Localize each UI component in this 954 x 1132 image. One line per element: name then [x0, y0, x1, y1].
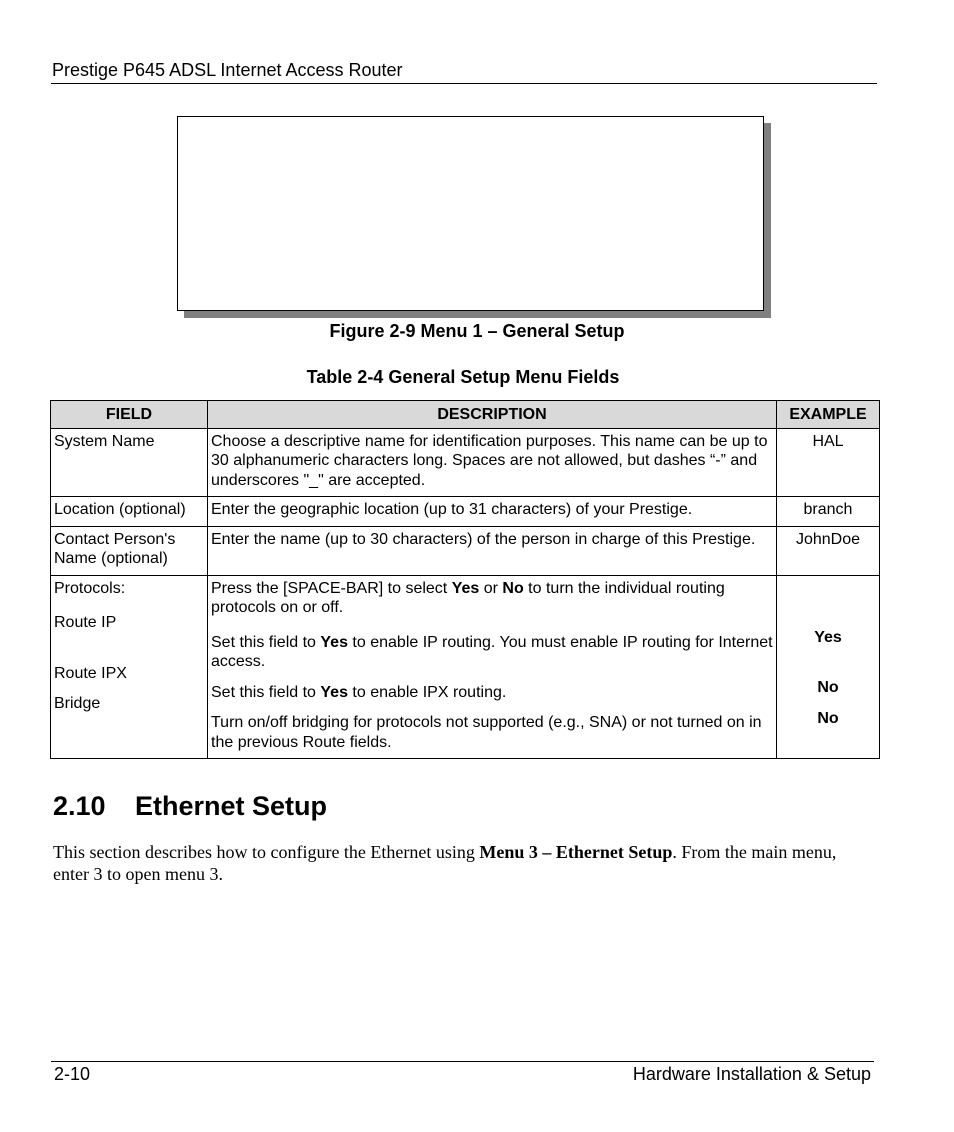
table-header-row: [51, 401, 880, 429]
description-cell: Enter the geographic location (up to 31 characters) of your Prestige.: [208, 497, 777, 527]
field-cell: Contact Person's Name (optional): [51, 526, 208, 575]
example-cell: JohnDoe: [777, 526, 880, 575]
protocols-description: Press the [SPACE-BAR] to select Yes or No to turn the individual routing protocols on or off.: [211, 579, 725, 616]
table-row: [51, 428, 880, 497]
protocols-label: Protocols:: [54, 579, 126, 597]
field-cell: Location (optional): [51, 497, 208, 527]
description-cell: Enter the name (up to 30 characters) of the person in charge of this Prestige.: [208, 526, 777, 575]
route-ipx-label: Route IPX: [54, 664, 127, 682]
figure-screen-box: [177, 116, 764, 311]
bridge-description: Turn on/off bridging for protocols not supported (e.g., SNA) or not turned on in the previous Route fields.: [211, 714, 762, 751]
header-description: DESCRIPTION: [208, 401, 777, 429]
page-number: 2-10: [54, 1064, 91, 1084]
field-cell: [51, 575, 208, 759]
route-ip-label: Route IP: [54, 614, 117, 631]
field-cell: System Name: [51, 428, 208, 497]
header-example: EXAMPLE: [777, 401, 880, 429]
footer-rule: [51, 1061, 874, 1062]
example-cell: HAL: [777, 428, 880, 497]
general-setup-fields-table: [50, 400, 880, 759]
section-number: 2.10: [53, 791, 106, 821]
description-cell: [208, 575, 777, 759]
route-ip-description: Set this field to Yes to enable IP routing. You must enable IP routing for Internet access.: [211, 633, 773, 670]
table-caption: Table 2-4 General Setup Menu Fields: [306, 367, 620, 387]
chapter-title: Hardware Installation & Setup: [632, 1064, 871, 1084]
header-rule: [51, 83, 877, 84]
bridge-label: Bridge: [54, 695, 101, 712]
table-row: [51, 526, 880, 575]
section-heading: [53, 791, 327, 822]
running-header: Prestige P645 ADSL Internet Access Router: [52, 60, 403, 80]
route-ip-example: Yes: [814, 628, 842, 646]
example-cell: branch: [777, 497, 880, 527]
figure-caption: Figure 2-9 Menu 1 – General Setup: [329, 321, 625, 341]
description-cell: Choose a descriptive name for identification purposes. This name can be up to 30 alphanumeric characters long. Spaces are not allowed, but dashes “-” and underscores "_" are accepted.: [208, 428, 777, 497]
section-paragraph: This section describes how to configure the Ethernet using Menu 3 – Ethernet Setup. From the main menu, enter 3 to open menu 3.: [53, 842, 837, 884]
route-ipx-example: No: [817, 679, 839, 696]
section-title: Ethernet Setup: [135, 791, 328, 821]
header-field: FIELD: [51, 401, 208, 429]
spacer: [780, 579, 876, 613]
bridge-example: No: [817, 709, 839, 727]
table-row: [51, 497, 880, 527]
route-ipx-description: Set this field to Yes to enable IPX routing.: [211, 683, 507, 701]
example-cell: [777, 575, 880, 759]
table-row-protocols: [51, 575, 880, 759]
